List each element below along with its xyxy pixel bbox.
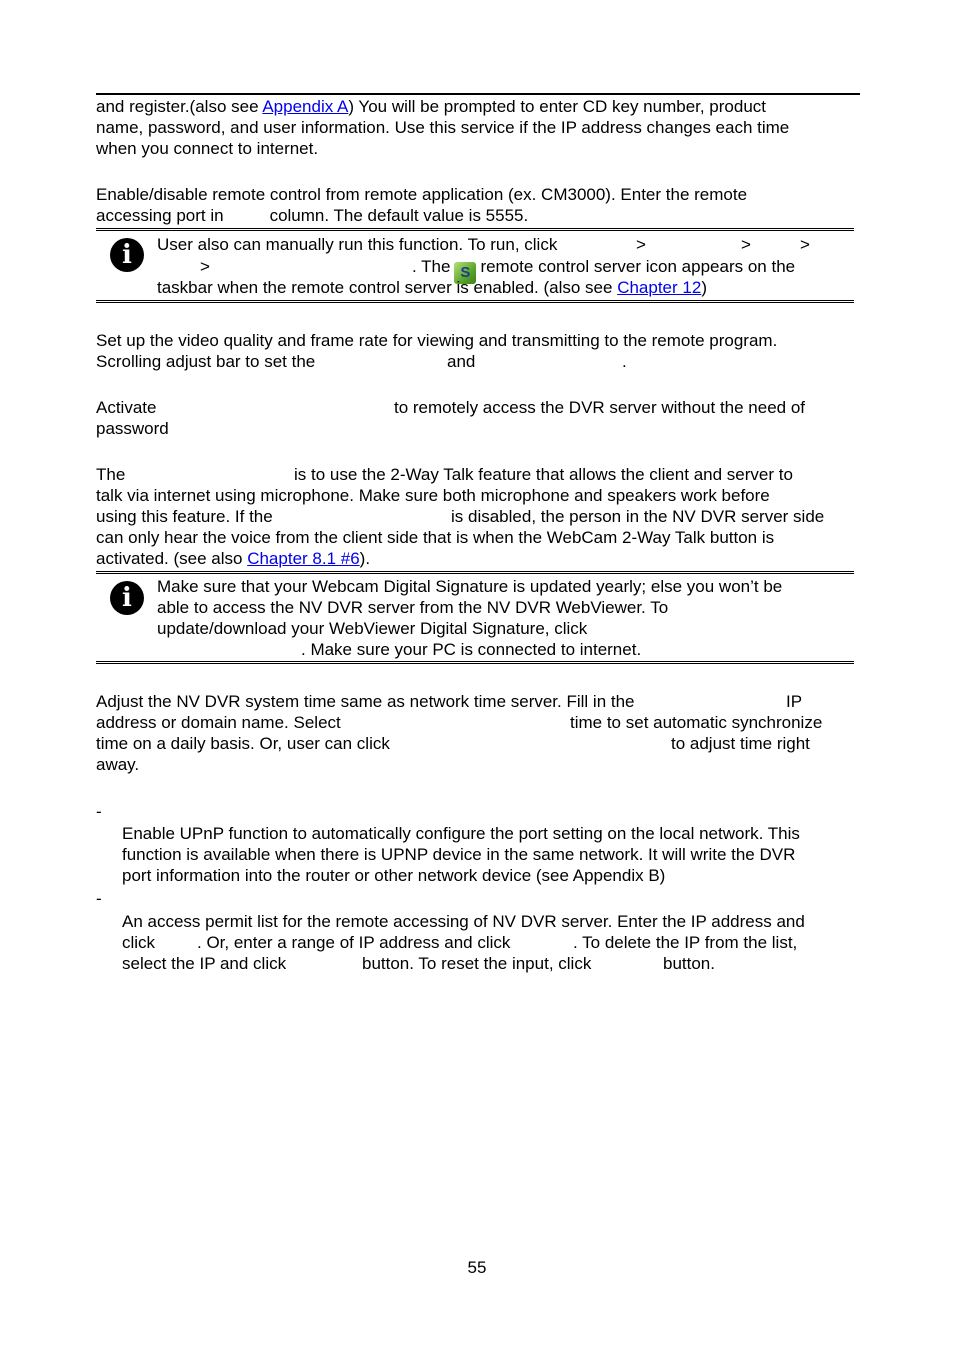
p1-text: and register.(also see bbox=[96, 97, 263, 116]
upnp-line-3: port information into the router or other network device (see Appendix B) bbox=[122, 866, 666, 885]
access-line-2a: click bbox=[122, 933, 156, 952]
note1-bottom-rule bbox=[96, 300, 854, 301]
access-line-3b: button. To reset the input, click bbox=[362, 954, 592, 973]
note2-line-2: able to access the NV DVR server from the NV DVR WebViewer. To bbox=[157, 598, 669, 617]
note2-top-rule bbox=[96, 571, 854, 572]
note1-line-3 bbox=[157, 277, 707, 298]
p5-line-1b: is to use the 2-Way Talk feature that allows the client and server to bbox=[294, 465, 793, 484]
p6-line-3b: to adjust time right bbox=[671, 734, 810, 753]
remote-control-server-icon: S bbox=[454, 262, 476, 284]
p4-line-1a: Activate bbox=[96, 398, 157, 417]
note2-top-rule bbox=[96, 573, 854, 574]
p3-line-1: Set up the video quality and frame rate for viewing and transmitting to the remote program. bbox=[96, 331, 778, 350]
access-line-1: An access permit list for the remote accessing of NV DVR server. Enter the IP address and bbox=[122, 912, 805, 931]
access-line-2c: . To delete the IP from the list, bbox=[573, 933, 798, 952]
p6-line-2a: address or domain name. Select bbox=[96, 713, 341, 732]
info-icon: i bbox=[110, 238, 144, 272]
menu-separator: > bbox=[800, 235, 810, 254]
p2-text: accessing port in bbox=[96, 206, 224, 225]
p4-line-1b: to remotely access the DVR server without the need of bbox=[394, 398, 806, 417]
access-dash: - bbox=[96, 889, 102, 908]
p3-line-2b: and bbox=[447, 352, 476, 371]
p5-text: activated. (see also bbox=[96, 549, 248, 568]
note2-bottom-rule bbox=[96, 663, 854, 664]
menu-separator: > bbox=[636, 235, 646, 254]
note1-text: remote control server icon appears on the bbox=[480, 257, 796, 276]
p6-line-1b: IP bbox=[786, 692, 803, 711]
p6-line-3a: time on a daily basis. Or, user can click bbox=[96, 734, 390, 753]
appendix-a-link[interactable]: Appendix A bbox=[262, 97, 349, 116]
page-number: 55 bbox=[467, 1258, 487, 1277]
access-line-2b: . Or, enter a range of IP address and click bbox=[197, 933, 511, 952]
p2-line-1: Enable/disable remote control from remote application (ex. CM3000). Enter the remote bbox=[96, 185, 748, 204]
note2-bottom-rule bbox=[96, 661, 854, 662]
info-icon: i bbox=[110, 581, 144, 615]
note1-line-1 bbox=[157, 234, 557, 255]
p1-line-2: name, password, and user information. Use this service if the IP address changes each time bbox=[96, 118, 790, 137]
p1-text: ) You will be prompted to enter CD key number, product bbox=[348, 97, 767, 116]
p6-line-1a: Adjust the NV DVR system time same as network time server. Fill in the bbox=[96, 692, 635, 711]
p5-text: ). bbox=[359, 549, 371, 568]
note2-line-4: . Make sure your PC is connected to internet. bbox=[301, 640, 642, 659]
header-rule bbox=[96, 93, 860, 95]
p5-line-4: can only hear the voice from the client side that is when the WebCam 2-Way Talk button is bbox=[96, 528, 775, 547]
note1-top-rule bbox=[96, 230, 854, 231]
access-line-3a: select the IP and click bbox=[122, 954, 287, 973]
note1-text: User also can manually run this function. To run, click bbox=[157, 235, 558, 254]
p6-line-2b: time to set automatic synchronize bbox=[570, 713, 823, 732]
p6-line-4: away. bbox=[96, 755, 140, 774]
upnp-line-1: Enable UPnP function to automatically configure the port setting on the local network. This bbox=[122, 824, 800, 843]
note2-line-1: Make sure that your Webcam Digital Signature is updated yearly; else you won’t be bbox=[157, 577, 783, 596]
upnp-line-2: function is available when there is UPNP device in the same network. It will write the DVR bbox=[122, 845, 796, 864]
p5-line-3b: is disabled, the person in the NV DVR server side bbox=[451, 507, 825, 526]
menu-separator: > bbox=[200, 257, 210, 276]
p1-line-1 bbox=[96, 96, 766, 117]
p5-line-1a: The bbox=[96, 465, 126, 484]
chapter-12-link[interactable]: Chapter 12 bbox=[617, 278, 702, 297]
note1-top-rule bbox=[96, 228, 854, 229]
upnp-dash: - bbox=[96, 802, 102, 821]
note1-bottom-rule bbox=[96, 302, 854, 303]
note1-text: . The bbox=[412, 257, 451, 276]
chapter-8-1-6-link[interactable]: Chapter 8.1 #6 bbox=[247, 549, 360, 568]
p4-line-2: password bbox=[96, 419, 169, 438]
p3-line-2c: . bbox=[622, 352, 627, 371]
p5-line-2: talk via internet using microphone. Make sure both microphone and speakers work before bbox=[96, 486, 770, 505]
note1-text: ) bbox=[701, 278, 707, 297]
p5-line-5 bbox=[96, 548, 370, 569]
p5-line-3a: using this feature. If the bbox=[96, 507, 273, 526]
p2-text: column. The default value is 5555. bbox=[269, 206, 529, 225]
p2-line-2 bbox=[96, 205, 528, 226]
note1-text: taskbar when the remote control server is enabled. (also see bbox=[157, 278, 618, 297]
menu-separator: > bbox=[741, 235, 751, 254]
note2-line-3: update/download your WebViewer Digital Signature, click bbox=[157, 619, 588, 638]
p1-line-3: when you connect to internet. bbox=[96, 139, 319, 158]
p3-line-2a: Scrolling adjust bar to set the bbox=[96, 352, 316, 371]
access-line-3c: button. bbox=[663, 954, 715, 973]
